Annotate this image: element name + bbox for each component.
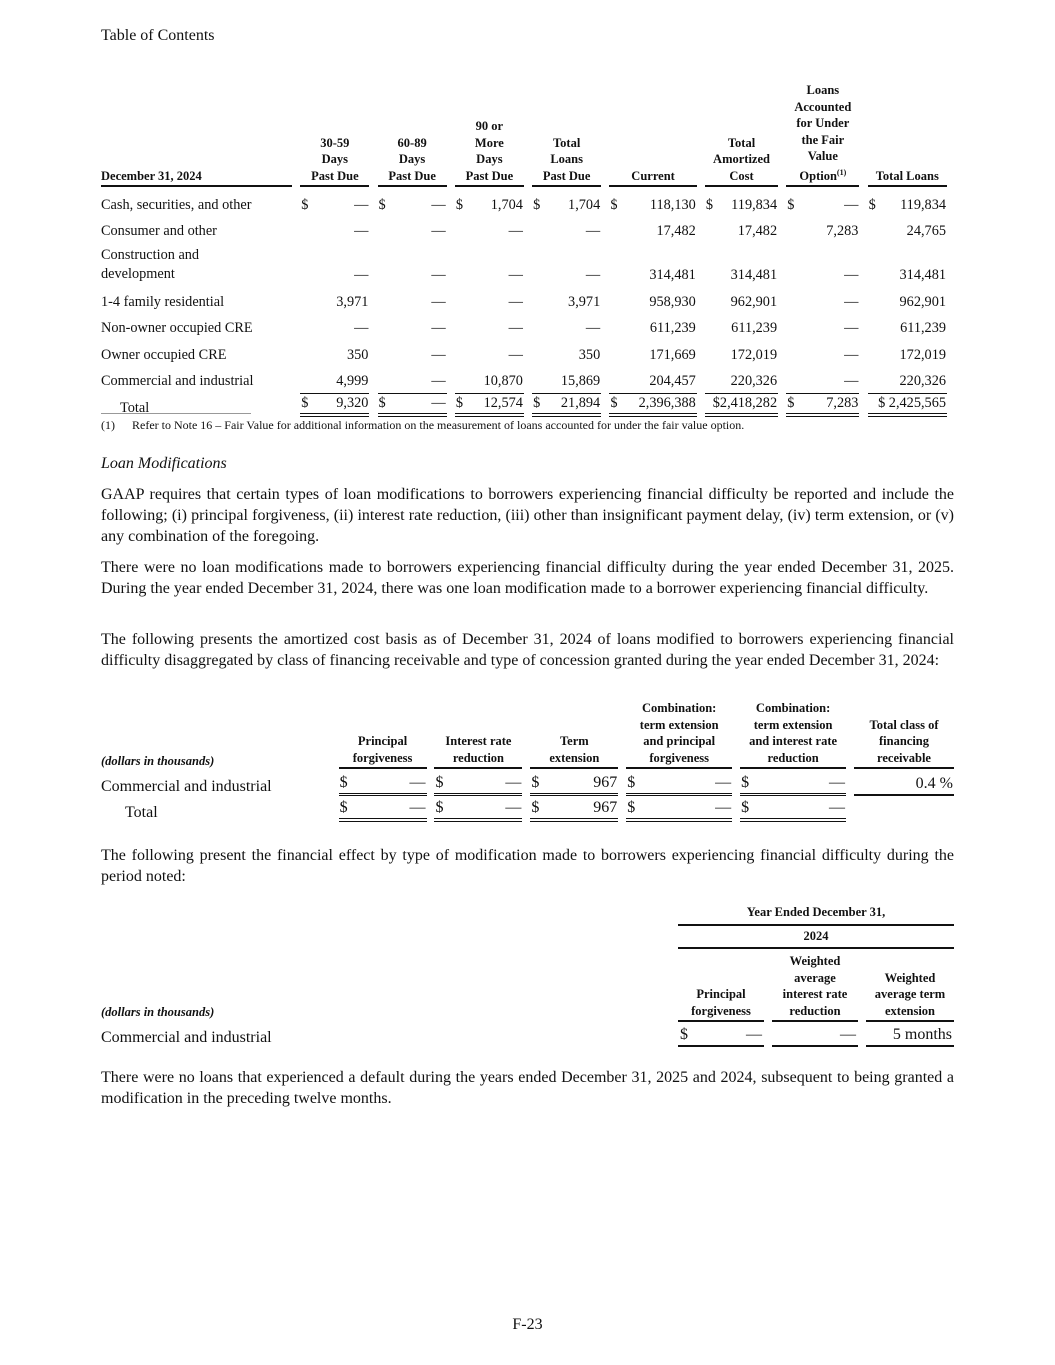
column-header-90-plus-days: 90 or More Days Past Due (455, 118, 524, 187)
column-header-weighted-avg-rate-reduction: Weighted average interest rate reduction (772, 953, 858, 1022)
table-row: Non-owner occupied CRE — — — — 611,239 611,239 — 611,239 (101, 313, 947, 340)
row-label: Construction and development (101, 247, 200, 283)
paragraph: There were no loans that experienced a default during the years ended December 31, 2025 and 2024, subsequent to being granted a modification in the preceding twelve months. (101, 1069, 954, 1107)
footnote (101, 418, 744, 433)
footnote-marker: (1) (101, 418, 115, 432)
column-header-combo-term-interest: Combination: term extension and interest rate reduction (740, 700, 846, 769)
table-row: Owner occupied CRE 350 — — 350 171,669 172,019 — 172,019 (101, 339, 947, 366)
paragraph: The following presents the amortized cost basis as of December 31, 2024 of loans modified to borrowers experiencing financial difficulty disaggregated by class of financing receivable and type of concession granted during the year ended December 31, 2024: (101, 631, 954, 669)
paragraph: The following present the financial effect by type of modification made to borrowers experiencing financial difficulty during the period noted: (101, 847, 954, 885)
row-label: 1-4 family residential (101, 293, 225, 310)
page-number: F-23 (512, 1316, 543, 1333)
units-label: (dollars in thousands) (101, 1004, 215, 1019)
total-label: Total (120, 399, 150, 416)
loan-aging-table (101, 82, 947, 419)
column-header-30-59-days: 30-59 Days Past Due (300, 135, 369, 188)
column-header-fair-value-option: Loans Accounted for Under the Fair Value Option$^{(1)}$ (786, 82, 859, 187)
table-row: Cash, securities, and other $ — $ — $ 1,704 $ 1,704 $ 118,130 $ 119,834 $ — $ 119,834 (101, 189, 947, 216)
footnote-marker: (1) (836, 167, 847, 177)
row-label: Non-owner occupied CRE (101, 320, 253, 337)
table-row: Commercial and industrial $ — $ — $ 967 $ — $ — 0.4 % (101, 771, 954, 797)
footnote-text: Refer to Note 16 – Fair Value for additional information on the measurement of loans accounted for under the fair value option. (132, 418, 745, 432)
table-header-row (101, 82, 947, 189)
paragraph: GAAP requires that certain types of loan modifications to borrowers experiencing financial difficulty be reported and include the following; (i) principal forgiveness, (ii) interest rate reduction, (iii) other than insignificant payment delay, (iv) term extension, or (v) any combination of the foregoing. (101, 486, 954, 545)
units-label: (dollars in thousands) (101, 753, 215, 768)
table-row: Consumer and other — — — — 17,482 17,482 7,283 24,765 (101, 216, 947, 243)
row-label: Owner occupied CRE (101, 346, 227, 363)
table-row: 1-4 family residential 3,971 — — 3,971 958,930 962,901 — 962,901 (101, 286, 947, 313)
table-row: Commercial and industrial $ — — 5 months (101, 1022, 954, 1047)
column-header-total-amortized-cost: Total Amortized Cost (705, 135, 778, 188)
section-heading: Loan Modifications (101, 455, 227, 472)
row-label: Commercial and industrial (101, 778, 272, 795)
total-label: Total (125, 804, 158, 821)
column-header-interest-rate-reduction: Interest rate reduction (434, 733, 522, 769)
column-header-current: Current (609, 168, 696, 188)
paragraph: There were no loan modifications made to borrowers experiencing financial difficulty during the year ended December 31, 2025. During the year ended December 31, 2024, there was one loan modification made to a borrower experiencing financial difficulty. (101, 559, 954, 597)
column-header-principal-forgiveness: Principal forgiveness (339, 733, 427, 769)
column-header-total-past-due: Total Loans Past Due (532, 135, 601, 188)
column-header-weighted-avg-term-extension: Weighted average term extension (866, 970, 954, 1023)
period-header: Year Ended December 31, (678, 902, 954, 926)
table-total-row: Total $ — $ — $ 967 $ — $ — (101, 797, 954, 823)
table-header-row (101, 700, 954, 771)
column-header-principal-forgiveness: Principal forgiveness (678, 986, 764, 1022)
column-header-term-extension: Term extension (530, 733, 618, 769)
column-header-combo-term-principal: Combination: term extension and principal forgiveness (626, 700, 732, 769)
row-label: Cash, securities, and other (101, 196, 252, 213)
column-header-total-loans: Total Loans (868, 168, 947, 188)
modifications-table (101, 700, 954, 823)
column-header-60-89-days: 60-89 Days Past Due (378, 135, 447, 188)
table-header-row (101, 949, 954, 1022)
table-row: Commercial and industrial 4,999 — 10,870 15,869 204,457 220,326 — 220,326 (101, 366, 947, 393)
table-total-row: Total $ 9,320 $ — $ 12,574 $ 21,894 $ 2,396,388 $2,418,282 $ 7,283 $ 2,425,565 (101, 392, 947, 419)
row-label: Commercial and industrial (101, 1029, 272, 1046)
row-label: Commercial and industrial (101, 373, 254, 390)
footnote-divider (101, 413, 251, 414)
table-row: Construction and development — — — — 314,481 314,481 — 314,481 (101, 242, 947, 286)
column-header-total-class-pct: Total class of financing receivable (854, 717, 954, 770)
year-header: 2024 (678, 926, 954, 950)
financial-effect-table (101, 902, 954, 1047)
row-label: Consumer and other (101, 223, 217, 240)
column-header-date: December 31, 2024 (101, 168, 292, 188)
table-of-contents-link[interactable]: Table of Contents (101, 27, 215, 44)
